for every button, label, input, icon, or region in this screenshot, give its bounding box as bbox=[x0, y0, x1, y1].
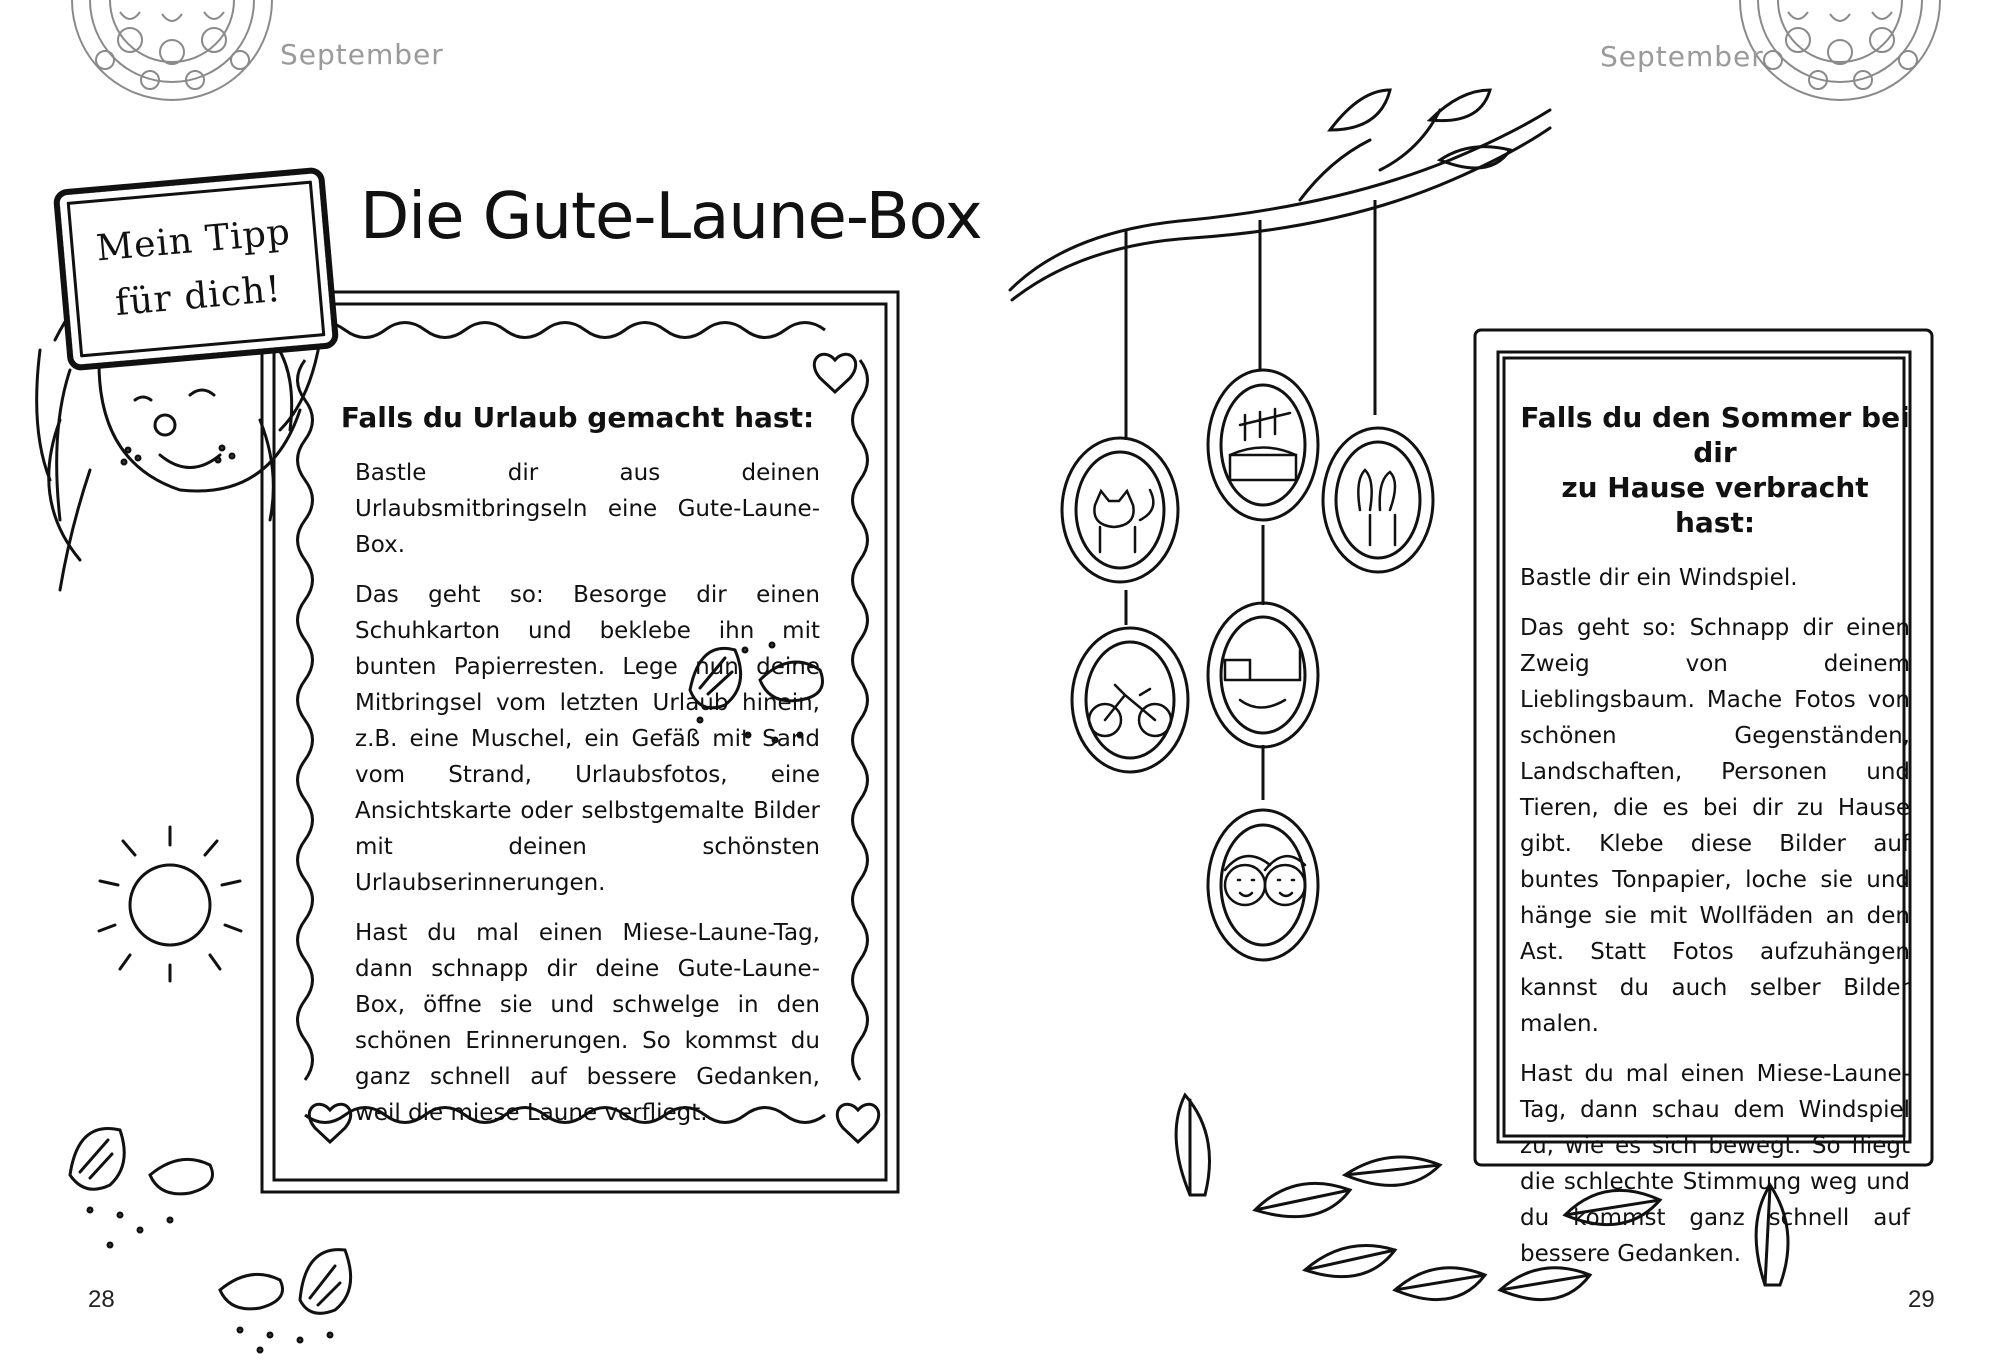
box-heading-line-1: Falls du den Sommer bei dir bbox=[1520, 401, 1910, 469]
right-text-box bbox=[1520, 400, 1910, 1286]
pendant-icon bbox=[1062, 200, 1433, 960]
paragraph: Das geht so: Besorge dir einen Schuhkarton und beklebe ihn mit bunten Papierresten. Lege nun deine Mitbringsel vom letzten Urlaub hinein, z.B. eine Muschel, ein Gefäß mit Sand vom Strand, Urlaubsfotos, eine Ansichtskarte oder selbstgemalte Bilder mit deinen schönsten Urlaubserinnerungen. bbox=[355, 582, 820, 896]
paragraph: Bastle dir aus deinen Urlaubsmitbringseln eine Gute-Laune-Box. bbox=[355, 460, 820, 558]
month-label: September bbox=[1600, 40, 1764, 73]
paragraph: Hast du mal einen Miese-Laune-Tag, dann schau dem Windspiel zu, wie es sich bewegt. So fliegt die schlechte Stimmung weg und du kommst ganz schnell auf bessere Gedanken. bbox=[1520, 1061, 1910, 1267]
paragraph: Das geht so: Schnapp dir einen Zweig von deinem Lieblingsbaum. Mache Fotos von schönen Gegenständen, Landschaften, Personen und Tieren, die es bei dir zu Hause gibt. Klebe diese Bilder auf buntes Tonpapier, loche sie und hänge sie mit Wollfäden an den Ast. Statt Fotos aufzuhängen kannst du auch selber Bilder malen. bbox=[1520, 615, 1910, 1037]
branch-icon bbox=[1010, 90, 1550, 300]
mandala-icon bbox=[72, 0, 272, 100]
page-number: 29 bbox=[1908, 1286, 1935, 1313]
tip-sign bbox=[53, 166, 340, 371]
mandala-icon bbox=[1740, 0, 1940, 100]
page-title: Die Gute-Laune-Box bbox=[360, 180, 982, 254]
tip-sign-line-1: Mein Tipp bbox=[94, 211, 293, 270]
sun-icon bbox=[99, 827, 241, 981]
box-heading-line-2: zu Hause verbracht hast: bbox=[1561, 471, 1869, 539]
left-text-box bbox=[340, 400, 820, 1145]
pendant-pictures bbox=[1089, 409, 1395, 905]
page-number: 28 bbox=[88, 1286, 115, 1313]
month-label: September bbox=[280, 38, 444, 71]
paragraph: Bastle dir ein Windspiel. bbox=[1520, 565, 1798, 591]
box-heading bbox=[1520, 400, 1910, 540]
paragraph: Hast du mal einen Miese-Laune-Tag, dann schnapp dir deine Gute-Laune-Box, öffne sie und schwelge in den schönen Erinnerungen. So kommst du ganz schnell auf bessere Gedanken, weil die miese Laune verfliegt. bbox=[355, 920, 820, 1126]
box-heading: Falls du Urlaub gemacht hast: bbox=[340, 401, 815, 434]
seashell-icon bbox=[70, 1128, 351, 1352]
tip-sign-line-2: für dich! bbox=[113, 268, 284, 325]
right-page bbox=[1000, 0, 2000, 1369]
